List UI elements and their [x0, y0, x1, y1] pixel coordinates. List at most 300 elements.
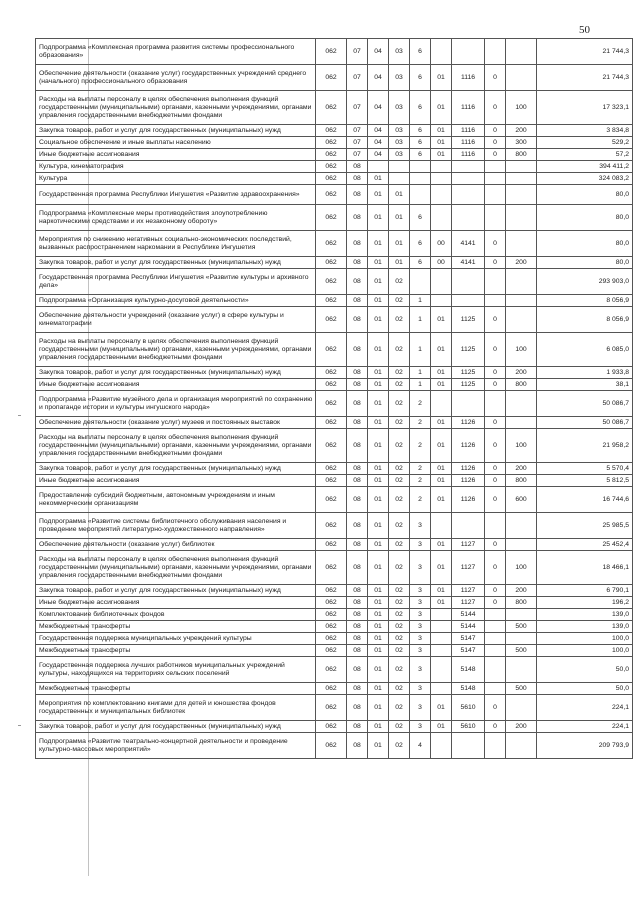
direction-code: 1116	[452, 125, 485, 137]
subprogram-code: 3	[410, 621, 431, 633]
program-code: 03	[389, 125, 410, 137]
program-code: 03	[389, 137, 410, 149]
table-row	[36, 721, 633, 733]
section-code: 08	[347, 295, 368, 307]
expense-type-code: 100	[506, 429, 537, 463]
sub-code: 0	[485, 257, 506, 269]
subprogram-code: 3	[410, 657, 431, 683]
row-description: Предоставление субсидий бюджетным, автономным учреждениям и иным некоммерческим организациям	[36, 487, 316, 513]
sub-code: 0	[485, 551, 506, 585]
subsection-code: 01	[368, 231, 389, 257]
subprogram-code: 6	[410, 65, 431, 91]
section-code: 08	[347, 185, 368, 205]
program-code: 02	[389, 379, 410, 391]
page-number: 50	[579, 24, 590, 36]
sub-code	[485, 683, 506, 695]
program-code: 02	[389, 621, 410, 633]
subsection-code: 01	[368, 257, 389, 269]
expense-type-code	[506, 161, 537, 173]
table-row	[36, 231, 633, 257]
direction-code: 4141	[452, 231, 485, 257]
activity-code: 00	[431, 231, 452, 257]
program-code: 02	[389, 295, 410, 307]
row-description: Межбюджетные трансферты	[36, 621, 316, 633]
ministry-code: 062	[316, 695, 347, 721]
subsection-code: 01	[368, 185, 389, 205]
row-description: Расходы на выплаты персоналу в целях обеспечения выполнения функций государственными (муниципальными) органами, казенными учреждениями, органами управления государственными внебюджетными фондами	[36, 429, 316, 463]
subprogram-code: 3	[410, 513, 431, 539]
direction-code	[452, 295, 485, 307]
direction-code: 5147	[452, 633, 485, 645]
ministry-code: 062	[316, 585, 347, 597]
section-code: 07	[347, 149, 368, 161]
row-description: Государственная программа Республики Ингушетия «Развитие культуры и архивного дела»	[36, 269, 316, 295]
activity-code	[431, 733, 452, 759]
subsection-code: 01	[368, 551, 389, 585]
subsection-code: 01	[368, 695, 389, 721]
table-row	[36, 597, 633, 609]
sub-code	[485, 733, 506, 759]
activity-code: 01	[431, 65, 452, 91]
sub-code: 0	[485, 125, 506, 137]
sub-code: 0	[485, 597, 506, 609]
direction-code: 1116	[452, 149, 485, 161]
activity-code: 01	[431, 551, 452, 585]
direction-code: 1126	[452, 429, 485, 463]
ministry-code: 062	[316, 39, 347, 65]
table-row	[36, 149, 633, 161]
sub-code: 0	[485, 91, 506, 125]
program-code: 03	[389, 149, 410, 161]
ministry-code: 062	[316, 65, 347, 91]
subsection-code: 01	[368, 205, 389, 231]
ministry-code: 062	[316, 463, 347, 475]
program-code: 02	[389, 513, 410, 539]
row-amount: 224,1	[537, 695, 633, 721]
table-row	[36, 39, 633, 65]
row-amount: 8 056,9	[537, 295, 633, 307]
section-code: 08	[347, 621, 368, 633]
row-amount: 50,0	[537, 657, 633, 683]
activity-code	[431, 633, 452, 645]
subsection-code: 01	[368, 539, 389, 551]
table-row	[36, 513, 633, 539]
subsection-code: 01	[368, 721, 389, 733]
table-row	[36, 125, 633, 137]
table-row	[36, 137, 633, 149]
program-code: 03	[389, 39, 410, 65]
activity-code: 01	[431, 721, 452, 733]
sub-code	[485, 295, 506, 307]
row-amount: 80,0	[537, 185, 633, 205]
table-row	[36, 551, 633, 585]
activity-code	[431, 185, 452, 205]
row-description: Иные бюджетные ассигнования	[36, 379, 316, 391]
table-row	[36, 645, 633, 657]
row-description: Культура, кинематография	[36, 161, 316, 173]
direction-code: 4141	[452, 257, 485, 269]
ministry-code: 062	[316, 295, 347, 307]
section-code: 07	[347, 137, 368, 149]
row-description: Расходы на выплаты персоналу в целях обеспечения выполнения функций государственными (муниципальными) органами, казенными учреждениями, органами управления государственными внебюджетными фондами	[36, 91, 316, 125]
ministry-code: 062	[316, 149, 347, 161]
section-code: 08	[347, 475, 368, 487]
row-description: Закупка товаров, работ и услуг для государственных (муниципальных) нужд	[36, 721, 316, 733]
row-description: Обеспечение деятельности (оказание услуг) музеев и постоянных выставок	[36, 417, 316, 429]
program-code: 01	[389, 205, 410, 231]
expense-type-code: 800	[506, 597, 537, 609]
program-code: 02	[389, 417, 410, 429]
ministry-code: 062	[316, 597, 347, 609]
subsection-code: 04	[368, 149, 389, 161]
row-amount: 21 958,2	[537, 429, 633, 463]
program-code	[389, 173, 410, 185]
direction-code: 5147	[452, 645, 485, 657]
program-code: 01	[389, 185, 410, 205]
subsection-code: 04	[368, 65, 389, 91]
ministry-code: 062	[316, 429, 347, 463]
direction-code	[452, 391, 485, 417]
row-amount: 50 086,7	[537, 391, 633, 417]
section-code: 08	[347, 513, 368, 539]
row-description: Расходы на выплаты персоналу в целях обеспечения выполнения функций государственными (муниципальными) органами, казенными учреждениями, органами управления государственными внебюджетными фондами	[36, 333, 316, 367]
direction-code: 1125	[452, 367, 485, 379]
subprogram-code: 3	[410, 609, 431, 621]
row-description: Мероприятия по комплектованию книгами для детей и юношества фондов государственных и муниципальных библиотек	[36, 695, 316, 721]
expense-type-code	[506, 513, 537, 539]
expense-type-code: 800	[506, 379, 537, 391]
sub-code	[485, 185, 506, 205]
program-code: 02	[389, 609, 410, 621]
sub-code: 0	[485, 487, 506, 513]
section-code: 08	[347, 657, 368, 683]
section-code: 07	[347, 91, 368, 125]
subprogram-code: 2	[410, 463, 431, 475]
margin-mark	[18, 725, 21, 726]
row-description: Иные бюджетные ассигнования	[36, 149, 316, 161]
sub-code: 0	[485, 379, 506, 391]
table-row	[36, 367, 633, 379]
sub-code	[485, 657, 506, 683]
subprogram-code	[410, 161, 431, 173]
section-code: 08	[347, 633, 368, 645]
table-row	[36, 391, 633, 417]
section-code: 08	[347, 269, 368, 295]
ministry-code: 062	[316, 645, 347, 657]
row-amount: 17 323,1	[537, 91, 633, 125]
subprogram-code: 6	[410, 39, 431, 65]
row-description: Социальное обеспечение и иные выплаты населению	[36, 137, 316, 149]
table-row	[36, 463, 633, 475]
expense-type-code: 800	[506, 149, 537, 161]
expense-type-code	[506, 269, 537, 295]
program-code: 03	[389, 91, 410, 125]
expense-type-code: 100	[506, 91, 537, 125]
table-row	[36, 205, 633, 231]
table-row	[36, 417, 633, 429]
section-code: 08	[347, 257, 368, 269]
row-amount: 57,2	[537, 149, 633, 161]
program-code	[389, 161, 410, 173]
subprogram-code: 6	[410, 205, 431, 231]
section-code: 08	[347, 695, 368, 721]
row-amount: 394 411,2	[537, 161, 633, 173]
ministry-code: 062	[316, 333, 347, 367]
program-code: 02	[389, 487, 410, 513]
ministry-code: 062	[316, 307, 347, 333]
subprogram-code: 3	[410, 585, 431, 597]
activity-code: 01	[431, 463, 452, 475]
section-code: 08	[347, 733, 368, 759]
ministry-code: 062	[316, 379, 347, 391]
direction-code	[452, 513, 485, 539]
expense-type-code	[506, 733, 537, 759]
activity-code	[431, 657, 452, 683]
subprogram-code: 1	[410, 333, 431, 367]
ministry-code: 062	[316, 367, 347, 379]
sub-code	[485, 161, 506, 173]
direction-code: 1125	[452, 379, 485, 391]
row-amount: 80,0	[537, 257, 633, 269]
ministry-code: 062	[316, 125, 347, 137]
expense-type-code	[506, 173, 537, 185]
row-description: Иные бюджетные ассигнования	[36, 475, 316, 487]
activity-code: 01	[431, 137, 452, 149]
program-code: 02	[389, 695, 410, 721]
subsection-code: 04	[368, 137, 389, 149]
program-code: 02	[389, 633, 410, 645]
expense-type-code	[506, 695, 537, 721]
row-amount: 21 744,3	[537, 65, 633, 91]
subsection-code: 01	[368, 585, 389, 597]
section-code: 07	[347, 39, 368, 65]
ministry-code: 062	[316, 609, 347, 621]
section-code: 08	[347, 367, 368, 379]
table-row	[36, 695, 633, 721]
sub-code	[485, 205, 506, 231]
activity-code: 01	[431, 417, 452, 429]
program-code: 01	[389, 231, 410, 257]
direction-code: 1127	[452, 597, 485, 609]
expense-type-code	[506, 633, 537, 645]
table-body	[36, 39, 633, 759]
activity-code	[431, 39, 452, 65]
row-amount: 5 812,5	[537, 475, 633, 487]
activity-code: 01	[431, 125, 452, 137]
subprogram-code: 3	[410, 633, 431, 645]
ministry-code: 062	[316, 721, 347, 733]
row-amount: 5 570,4	[537, 463, 633, 475]
ministry-code: 062	[316, 487, 347, 513]
expense-type-code: 500	[506, 645, 537, 657]
expense-type-code	[506, 609, 537, 621]
program-code: 02	[389, 657, 410, 683]
activity-code: 01	[431, 585, 452, 597]
table-row	[36, 185, 633, 205]
program-code: 02	[389, 585, 410, 597]
section-code: 08	[347, 231, 368, 257]
direction-code	[452, 173, 485, 185]
direction-code: 1116	[452, 65, 485, 91]
subsection-code: 01	[368, 333, 389, 367]
activity-code: 01	[431, 307, 452, 333]
expense-type-code: 800	[506, 475, 537, 487]
row-description: Подпрограмма «Развитие системы библиотечного обслуживания населения и проведение мероприятий литературно-художественного направления»	[36, 513, 316, 539]
expense-type-code	[506, 39, 537, 65]
row-description: Мероприятия по снижению негативных социально-экономических последствий, вызванных распространением наркомании в Республике Ингушетия	[36, 231, 316, 257]
direction-code: 1116	[452, 91, 485, 125]
table-row	[36, 379, 633, 391]
subprogram-code: 6	[410, 91, 431, 125]
expense-type-code	[506, 539, 537, 551]
expense-type-code: 200	[506, 721, 537, 733]
direction-code: 1126	[452, 475, 485, 487]
row-amount: 80,0	[537, 231, 633, 257]
row-amount: 324 083,2	[537, 173, 633, 185]
subprogram-code: 3	[410, 695, 431, 721]
subprogram-code: 6	[410, 231, 431, 257]
section-code: 08	[347, 429, 368, 463]
sub-code: 0	[485, 137, 506, 149]
sub-code: 0	[485, 367, 506, 379]
row-description: Межбюджетные трансферты	[36, 683, 316, 695]
table-row	[36, 633, 633, 645]
subsection-code: 04	[368, 125, 389, 137]
subprogram-code	[410, 173, 431, 185]
budget-table	[35, 38, 633, 759]
row-amount: 80,0	[537, 205, 633, 231]
direction-code: 1116	[452, 137, 485, 149]
direction-code	[452, 161, 485, 173]
program-code: 03	[389, 65, 410, 91]
ministry-code: 062	[316, 551, 347, 585]
expense-type-code: 300	[506, 137, 537, 149]
section-code: 08	[347, 205, 368, 231]
row-amount: 50,0	[537, 683, 633, 695]
row-description: Культура	[36, 173, 316, 185]
activity-code: 01	[431, 475, 452, 487]
activity-code	[431, 513, 452, 539]
row-description: Подпрограмма «Развитие музейного дела и организация мероприятий по сохранению и пропаганде истории и культуры ингушского народа»	[36, 391, 316, 417]
subprogram-code: 4	[410, 733, 431, 759]
row-description: Подпрограмма «Комплексные меры противодействия злоупотреблению наркотическими средствами и их незаконному обороту»	[36, 205, 316, 231]
table-row	[36, 269, 633, 295]
sub-code	[485, 391, 506, 417]
ministry-code: 062	[316, 633, 347, 645]
row-amount: 25 452,4	[537, 539, 633, 551]
direction-code: 1127	[452, 539, 485, 551]
sub-code	[485, 513, 506, 539]
expense-type-code	[506, 417, 537, 429]
program-code: 02	[389, 429, 410, 463]
row-description: Закупка товаров, работ и услуг для государственных (муниципальных) нужд	[36, 257, 316, 269]
section-code: 08	[347, 463, 368, 475]
program-code: 02	[389, 721, 410, 733]
ministry-code: 062	[316, 231, 347, 257]
expense-type-code: 200	[506, 125, 537, 137]
section-code: 08	[347, 609, 368, 621]
row-description: Обеспечение деятельности (оказание услуг) государственных учреждений среднего (начального) профессионального образования	[36, 65, 316, 91]
row-amount: 139,0	[537, 609, 633, 621]
subprogram-code: 3	[410, 551, 431, 585]
direction-code: 1127	[452, 551, 485, 585]
expense-type-code: 200	[506, 257, 537, 269]
expense-type-code: 500	[506, 621, 537, 633]
direction-code: 5148	[452, 683, 485, 695]
expense-type-code	[506, 185, 537, 205]
row-amount: 8 056,9	[537, 307, 633, 333]
subsection-code: 01	[368, 173, 389, 185]
activity-code: 01	[431, 379, 452, 391]
subprogram-code: 2	[410, 391, 431, 417]
sub-code	[485, 609, 506, 621]
direction-code	[452, 269, 485, 295]
row-amount: 1 933,8	[537, 367, 633, 379]
section-code: 08	[347, 391, 368, 417]
program-code: 02	[389, 391, 410, 417]
subsection-code: 01	[368, 367, 389, 379]
subsection-code: 01	[368, 683, 389, 695]
subsection-code: 01	[368, 657, 389, 683]
row-description: Государственная поддержка лучших работников муниципальных учреждений культуры, находящихся на территориях сельских поселений	[36, 657, 316, 683]
expense-type-code	[506, 205, 537, 231]
row-amount: 224,1	[537, 721, 633, 733]
direction-code	[452, 39, 485, 65]
program-code: 02	[389, 597, 410, 609]
ministry-code: 062	[316, 621, 347, 633]
section-code: 08	[347, 379, 368, 391]
subsection-code: 01	[368, 295, 389, 307]
program-code: 02	[389, 539, 410, 551]
activity-code: 01	[431, 487, 452, 513]
margin-mark	[18, 415, 21, 416]
expense-type-code: 200	[506, 367, 537, 379]
direction-code: 1127	[452, 585, 485, 597]
row-description: Расходы на выплаты персоналу в целях обеспечения выполнения функций государственными (муниципальными) органами, казенными учреждениями, органами управления государственными внебюджетными фондами	[36, 551, 316, 585]
sub-code	[485, 633, 506, 645]
sub-code: 0	[485, 231, 506, 257]
ministry-code: 062	[316, 391, 347, 417]
program-code: 02	[389, 333, 410, 367]
expense-type-code	[506, 307, 537, 333]
subsection-code: 01	[368, 307, 389, 333]
subprogram-code: 6	[410, 137, 431, 149]
ministry-code: 062	[316, 417, 347, 429]
subsection-code: 01	[368, 379, 389, 391]
activity-code	[431, 269, 452, 295]
row-description: Подпрограмма «Развитие театрально-концертной деятельности и проведение культурно-массовых мероприятий»	[36, 733, 316, 759]
section-code: 07	[347, 125, 368, 137]
sub-code: 0	[485, 333, 506, 367]
direction-code: 1126	[452, 463, 485, 475]
activity-code: 01	[431, 149, 452, 161]
section-code: 08	[347, 539, 368, 551]
table-row	[36, 65, 633, 91]
row-amount: 209 793,9	[537, 733, 633, 759]
subprogram-code: 3	[410, 721, 431, 733]
expense-type-code	[506, 65, 537, 91]
expense-type-code: 200	[506, 463, 537, 475]
row-description: Закупка товаров, работ и услуг для государственных (муниципальных) нужд	[36, 125, 316, 137]
row-description: Иные бюджетные ассигнования	[36, 597, 316, 609]
row-description: Комплектование библиотечных фондов	[36, 609, 316, 621]
row-amount: 100,0	[537, 633, 633, 645]
expense-type-code: 600	[506, 487, 537, 513]
expense-type-code: 500	[506, 683, 537, 695]
row-amount: 21 744,3	[537, 39, 633, 65]
activity-code	[431, 173, 452, 185]
row-description: Закупка товаров, работ и услуг для государственных (муниципальных) нужд	[36, 463, 316, 475]
